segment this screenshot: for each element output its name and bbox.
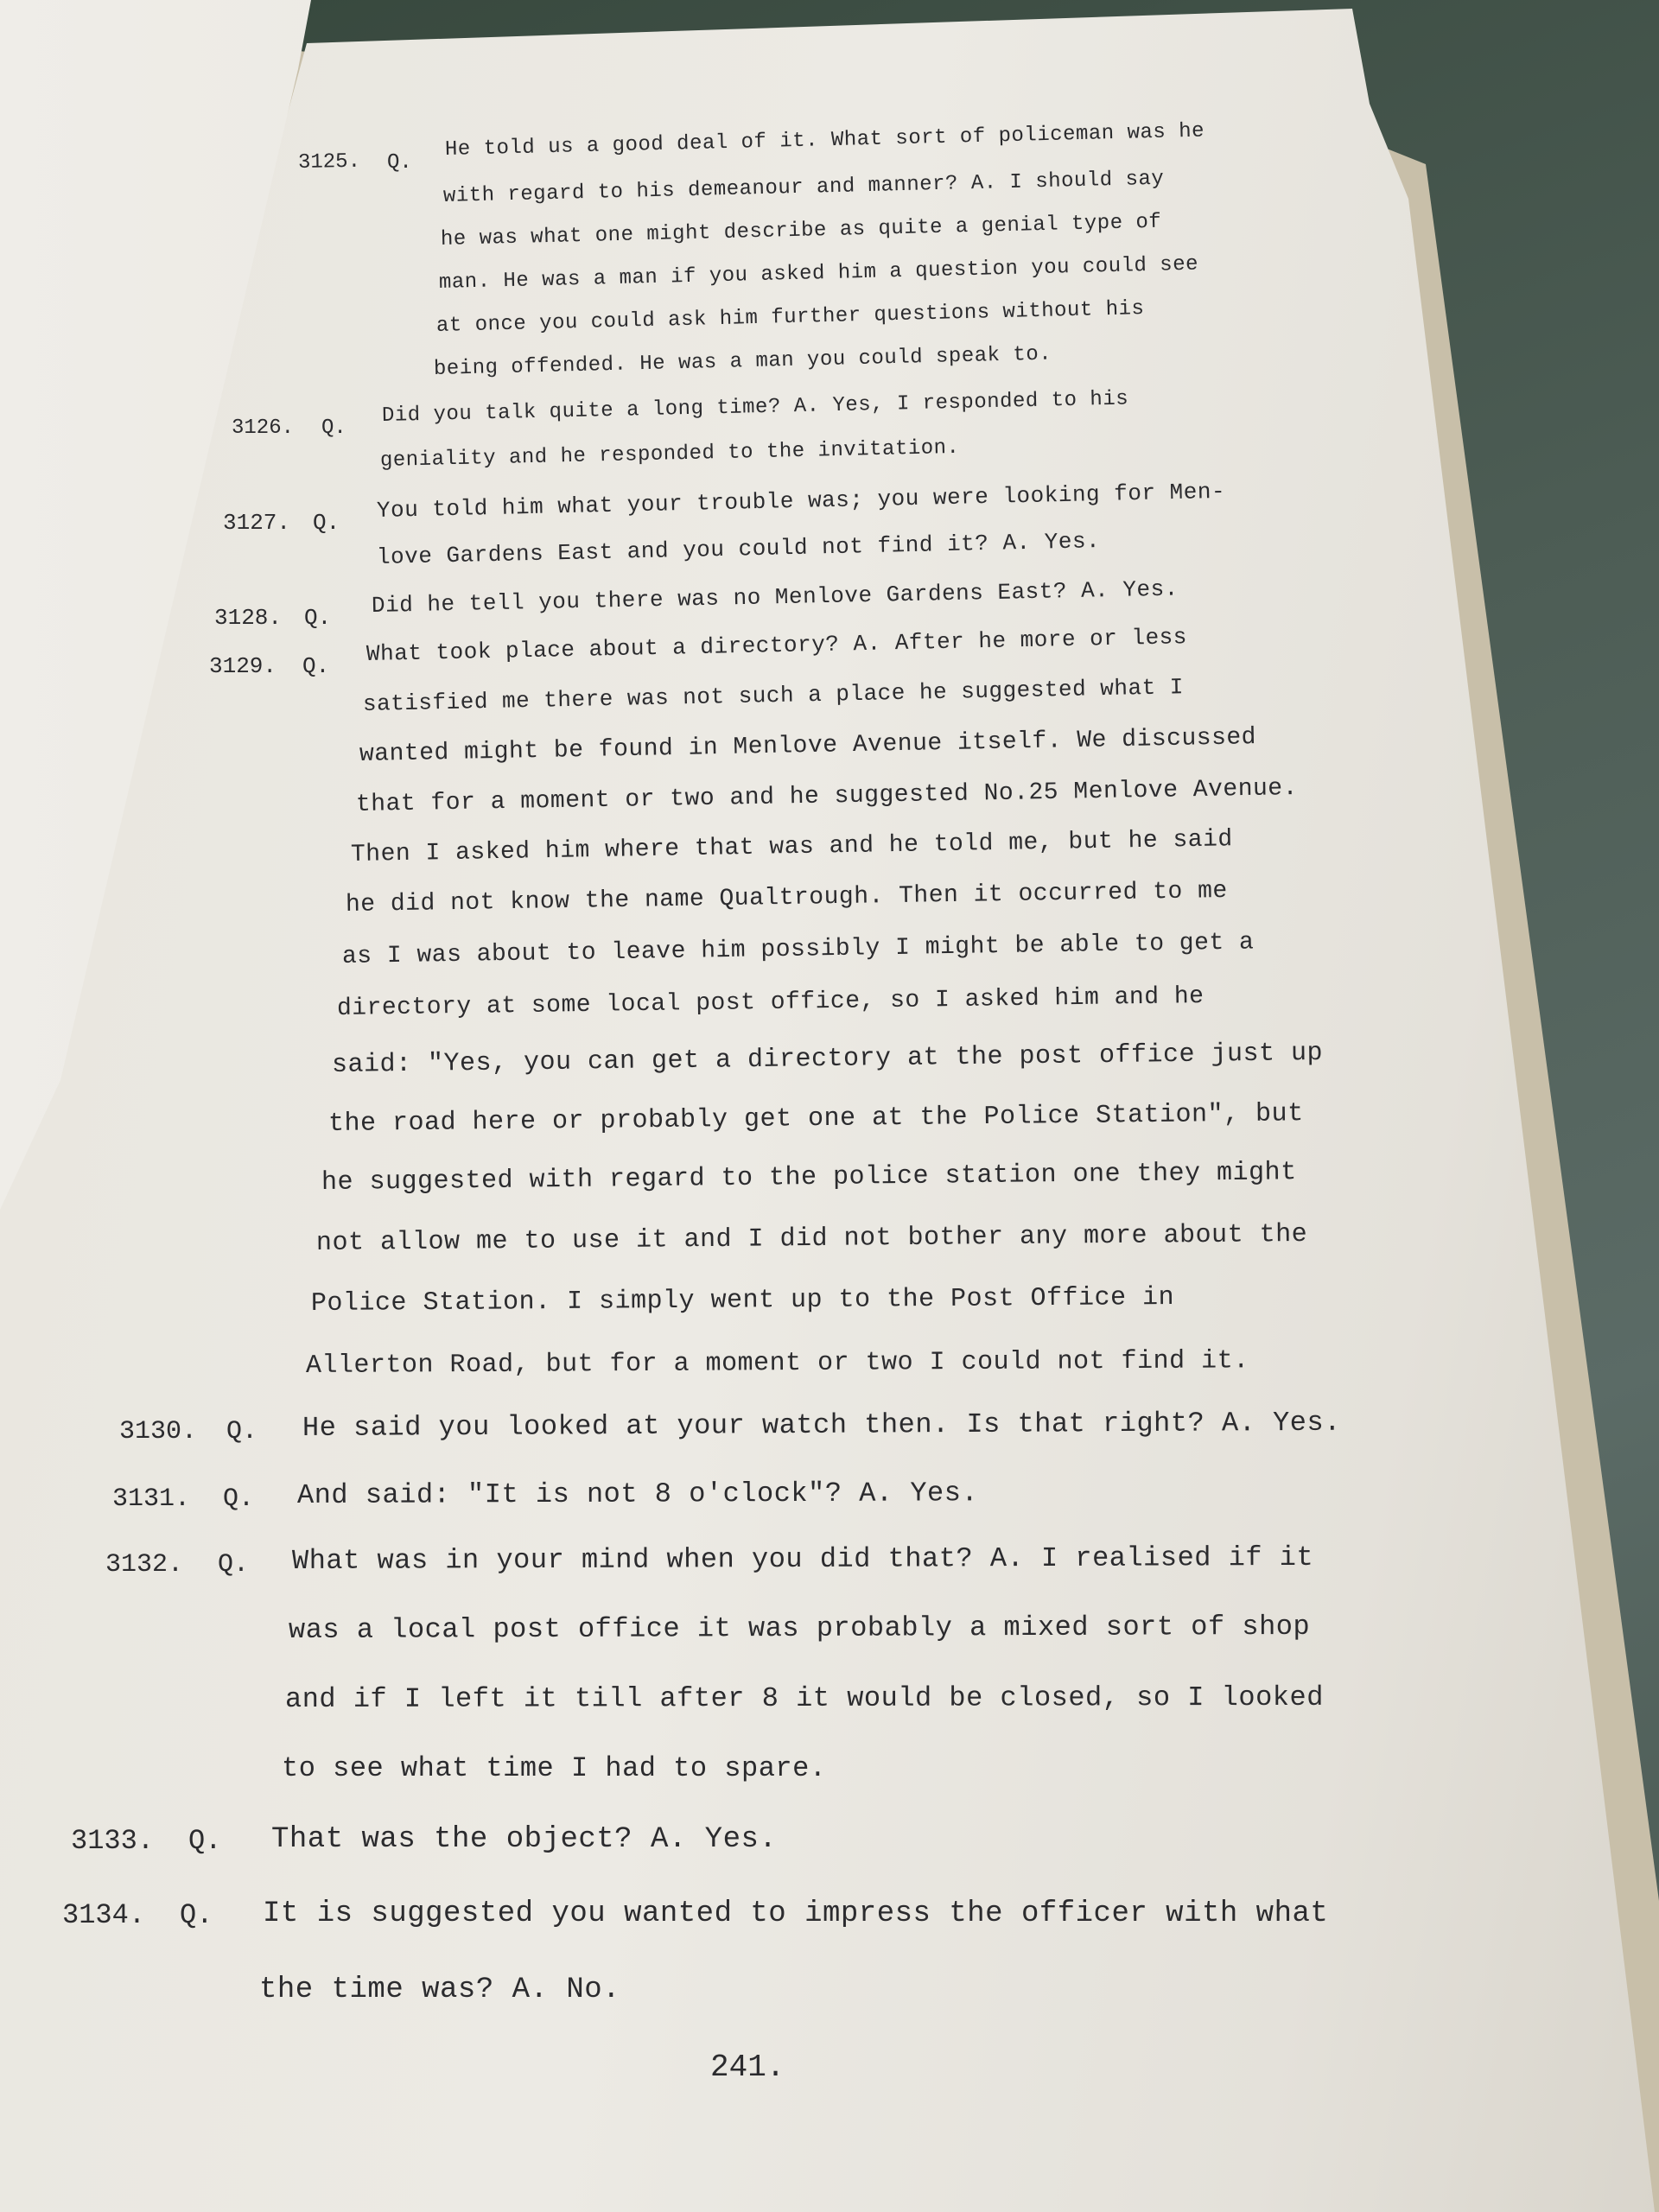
- question-marker: Q.: [387, 151, 412, 175]
- question-marker: Q.: [302, 653, 330, 679]
- question-marker: Q.: [226, 1417, 258, 1446]
- question-number: 3126.: [232, 416, 295, 440]
- transcript-line: What took place about a directory? A. After he more or less: [365, 624, 1188, 667]
- question-number: 3128.: [214, 605, 283, 631]
- transcript-line: Allerton Road, but for a moment or two I could not find it.: [305, 1346, 1249, 1381]
- question-marker: Q.: [180, 1899, 213, 1931]
- transcript-line: the road here or probably get one at the Police Station", but: [327, 1099, 1304, 1139]
- question-number: 3129.: [209, 653, 277, 679]
- transcript-line: at once you could ask him further questions without his: [435, 296, 1145, 338]
- transcript-line: not allow me to use it and I did not bother any more about the: [315, 1219, 1308, 1258]
- transcript-line: What was in your mind when you did that? A. I realised if it: [291, 1541, 1314, 1577]
- transcript-line: It is suggested you wanted to impress the officer with what: [263, 1897, 1329, 1930]
- transcript-line: satisfied me there was not such a place he suggested what I: [362, 674, 1185, 717]
- transcript-line: said: "Yes, you can get a directory at the post office just up: [331, 1038, 1324, 1080]
- question-marker: Q.: [188, 1825, 222, 1857]
- question-number: 3125.: [297, 149, 361, 175]
- transcript-line: Then I asked him where that was and he told me, but he said: [350, 826, 1233, 868]
- question-marker: Q.: [223, 1484, 255, 1514]
- transcript-line: You told him what your trouble was; you were looking for Men-: [376, 478, 1226, 524]
- transcript-line: He told us a good deal of it. What sort of policeman was he: [444, 119, 1205, 162]
- question-marker: Q.: [313, 510, 340, 536]
- transcript-line: Police Station. I simply went up to the Post Office in: [310, 1283, 1175, 1319]
- transcript-line: and if I left it till after 8 it would be closed, so I looked: [284, 1681, 1324, 1715]
- transcript-line: geniality and he responded to the invitation.: [379, 435, 960, 473]
- transcript-line: that for a moment or two and he suggested No.25 Menlove Avenue.: [355, 774, 1299, 818]
- transcript-line: was a local post office it was probably a mixed sort of shop: [288, 1610, 1311, 1646]
- question-number: 3131.: [112, 1484, 191, 1514]
- question-marker: Q.: [218, 1550, 250, 1580]
- transcript-line: love Gardens East and you could not find it? A. Yes.: [376, 528, 1101, 570]
- question-number: 3130.: [119, 1417, 198, 1446]
- transcript-line: as I was about to leave him possibly I might be able to get a: [341, 929, 1255, 970]
- transcript-line: And said: "It is not 8 o'clock"? A. Yes.: [296, 1477, 979, 1511]
- transcript-line: He said you looked at your watch then. Is that right? A. Yes.: [302, 1406, 1341, 1444]
- question-marker: Q.: [321, 416, 346, 440]
- transcript-line: being offended. He was a man you could speak to.: [433, 342, 1052, 381]
- question-marker: Q.: [304, 605, 332, 631]
- transcript-line: wanted might be found in Menlove Avenue itself. We discussed: [359, 724, 1257, 768]
- transcript-line: to see what time I had to spare.: [282, 1752, 827, 1784]
- question-number: 3134.: [62, 1899, 146, 1931]
- transcript-line: he suggested with regard to the police station one they might: [321, 1158, 1297, 1198]
- transcript-line: Did you talk quite a long time? A. Yes, I responded to his: [381, 387, 1129, 428]
- page-number: 241.: [710, 2050, 785, 2085]
- transcript-line: he was what one might describe as quite a genial type of: [440, 210, 1162, 251]
- transcript-line: Did he tell you there was no Menlove Gardens East? A. Yes.: [371, 575, 1179, 619]
- transcript-line: man. He was a man if you asked him a question you could see: [438, 252, 1199, 295]
- transcript-line: the time was? A. No.: [259, 1974, 621, 2006]
- question-number: 3132.: [105, 1550, 184, 1580]
- transcript-line: with regard to his demeanour and manner? A. I should say: [442, 167, 1165, 208]
- transcript-line: he did not know the name Qualtrough. Then it occurred to me: [345, 877, 1228, 918]
- question-number: 3127.: [223, 510, 291, 536]
- question-number: 3133.: [71, 1825, 155, 1857]
- transcript-line: directory at some local post office, so I asked him and he: [336, 982, 1205, 1022]
- transcript-line: That was the object? A. Yes.: [271, 1823, 778, 1856]
